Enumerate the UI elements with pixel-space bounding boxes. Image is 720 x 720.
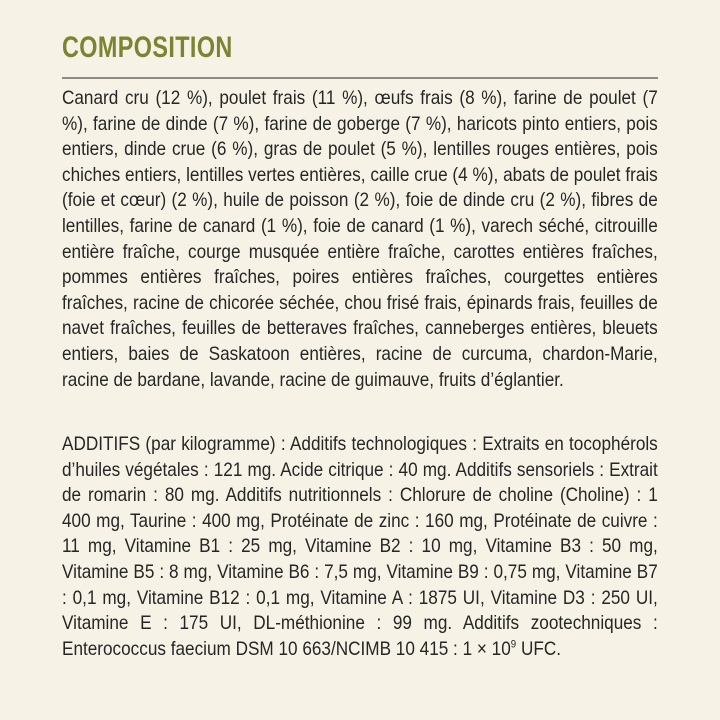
additifs-section xyxy=(62,432,658,662)
additifs-main-text: ADDITIFS (par kilogramme) : Additifs technologiques : Extraits en tocophérols d’huiles végétales : 121 mg. Acide citrique : 40 mg. Additifs sensoriels : Extrait de romarin : 80 mg. Additifs nutritionnels : Chlorure de choline (Choline) : 1 400 mg, Taurine : 400 mg, Protéinate de zinc : 160 mg, Protéinate de cuivre : 11 mg, Vitamine B1 : 25 mg, Vitamine B2 : 10 mg, Vitamine B3 : 50 mg, Vitamine B5 : 8 mg, Vitamine B6 : 7,5 mg, Vitamine B9 : 0,75 mg, Vitamine B7 : 0,1 mg, Vitamine B12 : 0,1 mg, Vitamine A : 1875 UI, Vitamine D3 : 250 UI, Vitamine E : 175 UI, DL-méthionine : 99 mg. Additifs zootechniques : Enterococcus faecium DSM 10 663/NCIMB 10 415 : 1 × 10 xyxy=(62,433,658,660)
additifs-exponent: 9 xyxy=(510,638,517,651)
composition-heading: COMPOSITION xyxy=(62,31,233,64)
additifs-text xyxy=(62,432,658,662)
heading-divider xyxy=(62,77,658,79)
additifs-end-text: UFC. xyxy=(516,637,561,660)
composition-text: Canard cru (12 %), poulet frais (11 %), œufs frais (8 %), farine de poulet (7 %), farine de dinde (7 %), farine de goberge (7 %), haricots pinto entiers, pois entiers, dinde crue (6 %), gras de poulet (5 %), lentilles rouges entières, pois chiches entiers, lentilles vertes entières, caille crue (4 %), abats de poulet frais (foie et cœur) (2 %), huile de poisson (2 %), foie de dinde cru (2 %), fibres de lentilles, farine de canard (1 %), foie de canard (1 %), varech séché, citrouille entière fraîche, courge musquée entière fraîche, carottes entières fraîches, pommes entières fraîches, poires entières fraîches, courgettes entières fraîches, racine de chicorée séchée, chou frisé frais, épinards frais, feuilles de navet fraîches, feuilles de betteraves fraîches, canneberges entières, bleuets entiers, baies de Saskatoon entières, racine de curcuma, chardon-Marie, racine de bardane, lavande, racine de guimauve, fruits d’églantier. xyxy=(62,87,658,391)
composition-section xyxy=(62,86,658,393)
